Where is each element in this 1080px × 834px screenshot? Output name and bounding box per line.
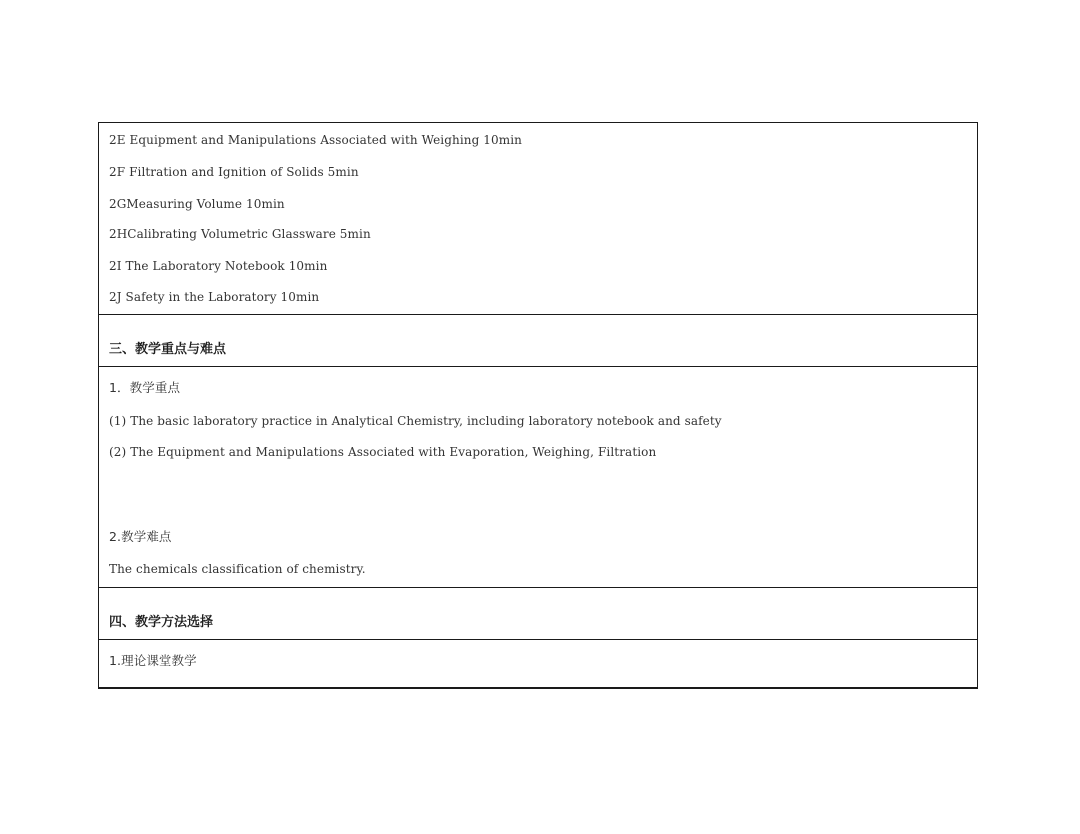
section4-content-cell <box>99 639 977 687</box>
key-points-label: 1．教学重点 <box>109 380 181 395</box>
syllabus-table <box>98 122 978 689</box>
section3-heading-cell <box>99 314 977 366</box>
list-item: 2HCalibrating Volumetric Glassware 5min <box>109 227 371 241</box>
list-item: 2GMeasuring Volume 10min <box>109 197 285 211</box>
difficulties-label: 2.教学难点 <box>109 529 172 544</box>
section-heading: 四、教学方法选择 <box>109 615 214 630</box>
teaching-method-item: 1.理论课堂教学 <box>109 653 197 668</box>
section-heading: 三、教学重点与难点 <box>109 342 227 357</box>
section3-content-cell <box>99 366 977 587</box>
difficulty-text: The chemicals classification of chemistry. <box>109 562 366 576</box>
section2-items-cell <box>99 123 977 314</box>
list-item: 2J Safety in the Laboratory 10min <box>109 290 320 304</box>
list-item: 2I The Laboratory Notebook 10min <box>109 259 328 273</box>
list-item: 2E Equipment and Manipulations Associated with Weighing 10min <box>109 133 523 147</box>
key-point-item: (2) The Equipment and Manipulations Associated with Evaporation, Weighing, Filtration <box>109 445 657 459</box>
key-point-item: (1) The basic laboratory practice in Analytical Chemistry, including laboratory notebook and safety <box>109 414 722 428</box>
section4-heading-cell <box>99 587 977 639</box>
list-item: 2F Filtration and Ignition of Solids 5min <box>109 165 359 179</box>
